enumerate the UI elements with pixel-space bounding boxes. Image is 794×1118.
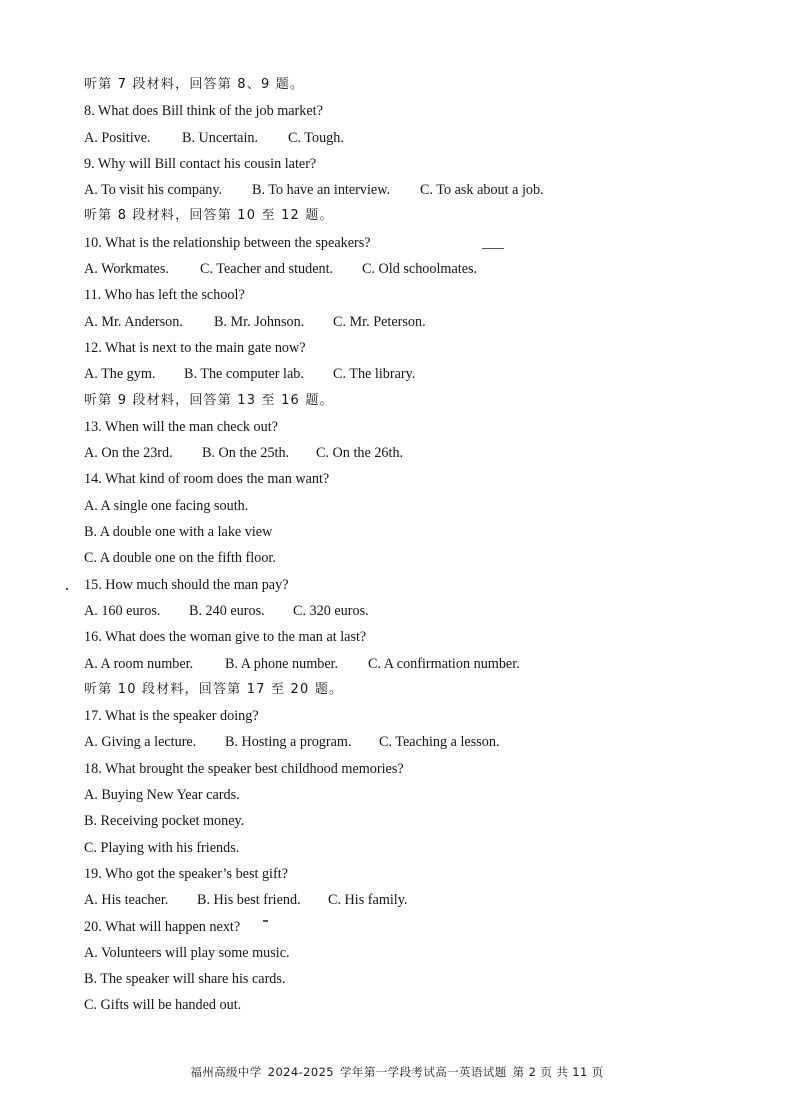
footer-year: 2024-2025 xyxy=(267,1065,335,1079)
option-c: C. A confirmation number. xyxy=(368,655,520,672)
question-16: 16. What does the woman give to the man at last? xyxy=(84,629,367,646)
question-12: 12. What is next to the main gate now? xyxy=(84,339,306,356)
question-14-option-b: B. A double one with a lake view xyxy=(84,524,273,541)
option-c: C. Tough. xyxy=(288,129,344,146)
section-header-8: 听第 8 段材料，回答第 10 至 12 题。 xyxy=(84,208,334,224)
question-15: 15. How much should the man pay? xyxy=(84,576,289,593)
scan-artifact-mark xyxy=(263,920,268,922)
option-a: A. A room number. xyxy=(84,655,194,672)
question-18: 18. What brought the speaker best childhood memories? xyxy=(84,760,404,777)
option-c: C. On the 26th. xyxy=(316,445,404,462)
question-18-option-c: C. Playing with his friends. xyxy=(84,839,240,856)
option-b: B. The computer lab. xyxy=(184,366,304,383)
option-b: B. On the 25th. xyxy=(202,445,290,462)
question-12-options xyxy=(84,361,724,387)
option-b: B. A phone number. xyxy=(225,655,339,672)
option-b: C. Teacher and student. xyxy=(200,261,334,278)
question-8-options xyxy=(84,125,724,151)
option-a: A. To visit his company. xyxy=(84,182,223,199)
question-8: 8. What does Bill think of the job market? xyxy=(84,103,323,120)
question-20-option-c: C. Gifts will be handed out. xyxy=(84,997,242,1014)
page-footer xyxy=(0,1064,794,1080)
question-20-option-b: B. The speaker will share his cards. xyxy=(84,971,286,988)
section-header-9: 听第 9 段材料，回答第 13 至 16 题。 xyxy=(84,392,334,408)
option-c: C. 320 euros. xyxy=(293,602,369,619)
option-a: A. His teacher. xyxy=(84,892,169,909)
question-16-options xyxy=(84,651,724,677)
question-19-options xyxy=(84,887,724,913)
option-b: B. Hosting a program. xyxy=(225,734,352,751)
option-b: B. Mr. Johnson. xyxy=(214,313,305,330)
question-13-options xyxy=(84,440,724,466)
section-header-10: 听第 10 段材料，回答第 17 至 20 题。 xyxy=(84,681,344,697)
footer-exam: 学年第一学段考试高一英语试题 xyxy=(340,1065,507,1079)
scan-artifact-mark xyxy=(66,588,68,590)
question-10: 10. What is the relationship between the speakers? xyxy=(84,234,371,251)
option-a: A. Giving a lecture. xyxy=(84,734,197,751)
option-b: B. 240 euros. xyxy=(189,602,265,619)
question-18-option-b: B. Receiving pocket money. xyxy=(84,813,245,830)
question-11-options xyxy=(84,309,724,335)
option-a: A. Mr. Anderson. xyxy=(84,313,183,330)
option-c: C. Mr. Peterson. xyxy=(333,313,426,330)
question-13: 13. When will the man check out? xyxy=(84,418,278,435)
section-header-7: 听第 7 段材料，回答第 8、9 题。 xyxy=(84,77,305,92)
question-17: 17. What is the speaker doing? xyxy=(84,708,259,725)
option-c: C. His family. xyxy=(328,892,408,909)
footer-school: 福州高级中学 xyxy=(190,1065,262,1079)
question-14: 14. What kind of room does the man want? xyxy=(84,471,330,488)
question-18-option-a: A. Buying New Year cards. xyxy=(84,787,240,804)
question-14-option-c: C. A double one on the fifth floor. xyxy=(84,550,276,567)
option-a: A. Positive. xyxy=(84,129,151,146)
question-19: 19. Who got the speaker’s best gift? xyxy=(84,865,288,882)
question-9: 9. Why will Bill contact his cousin later? xyxy=(84,155,317,172)
question-10-options xyxy=(84,256,724,282)
option-c: C. To ask about a job. xyxy=(420,182,544,199)
option-b: B. Uncertain. xyxy=(182,129,259,146)
footer-page-info: 第 2 页 共 11 页 xyxy=(512,1065,604,1079)
option-a: A. The gym. xyxy=(84,366,156,383)
option-b: B. His best friend. xyxy=(197,892,301,909)
option-c: C. Old schoolmates. xyxy=(362,261,478,278)
listening-section xyxy=(84,72,724,1019)
question-11: 11. Who has left the school? xyxy=(84,287,245,304)
option-c: C. The library. xyxy=(333,366,416,383)
option-a: A. On the 23rd. xyxy=(84,445,173,462)
option-a: A. Workmates. xyxy=(84,261,169,278)
question-20-option-a: A. Volunteers will play some music. xyxy=(84,944,290,961)
question-15-options xyxy=(84,598,724,624)
question-17-options xyxy=(84,729,724,755)
scan-artifact-mark xyxy=(482,248,504,249)
question-14-option-a: A. A single one facing south. xyxy=(84,497,249,514)
question-9-options xyxy=(84,177,724,203)
option-c: C. Teaching a lesson. xyxy=(379,734,500,751)
question-20: 20. What will happen next? xyxy=(84,918,241,935)
option-a: A. 160 euros. xyxy=(84,602,161,619)
option-b: B. To have an interview. xyxy=(252,182,391,199)
